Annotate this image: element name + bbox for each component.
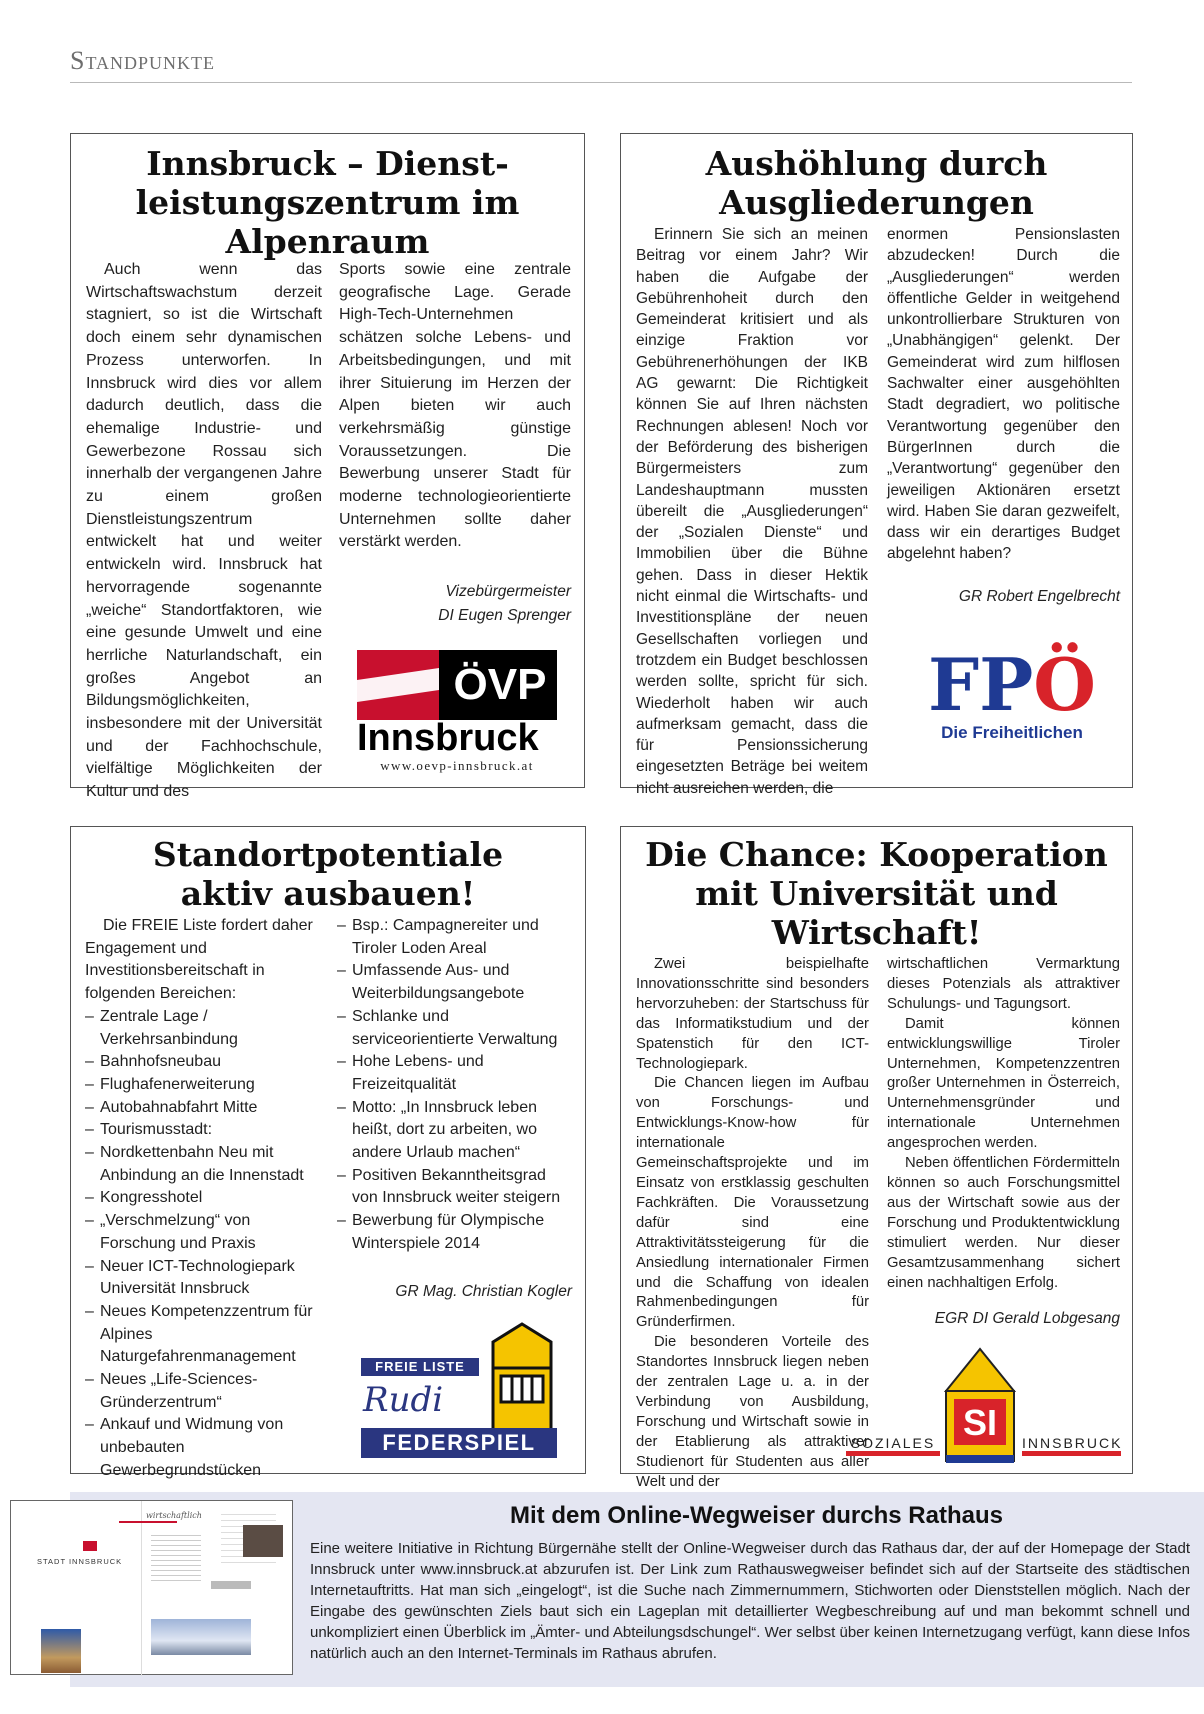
signature-name: DI Eugen Sprenger (438, 607, 571, 625)
list-item: – Hohe Lebens- und Freizeitqualität (337, 1051, 572, 1096)
list-item: – Tourismusstadt: (85, 1119, 321, 1142)
fpoe-letters: FP (928, 642, 1034, 727)
freie-liste-logo (361, 1322, 561, 1460)
title-line: Ausgliederungen (719, 183, 1034, 222)
oevp-url: www.oevp-innsbruck.at (380, 758, 534, 773)
title-line: Wirtschaft! (771, 913, 982, 952)
title-line: Standortpotentiale (152, 835, 504, 874)
list-item: – Neuer ICT-Technologiepark Universität Innsbruck (85, 1256, 321, 1301)
article-text: Auch wenn das Wirtschaftswachstum derzeit stagniert, so ist die Wirtschaft doch einem sehr dynamischen Prozess unterworfen. In Innsbruck wird dies vor allem dadurch deutlich, dass die ehemalige Industrie- und Gewerbezone Rossau sich innerhalb der vergangenen Jahre zu einem großen Dienstleistungszentrum entwickelt hat und weiter entwickeln wird. Innsbruck hat hervorragende sogenannte „weiche“ Standortfaktoren, wie eine gesunde Umwelt und eine herrliche Naturlandschaft, ein großes Angebot an Bildungsmöglichkeiten, insbesondere mit der Universität und der Fachhochschule, vielfältige Möglichkeiten der Kultur und des (86, 261, 322, 801)
article-column-2 (337, 915, 572, 1304)
signature: GR Mag. Christian Kogler (395, 1282, 572, 1300)
article-column-1 (85, 915, 321, 1483)
list-item: – Bahnhofsneubau (85, 1051, 321, 1074)
oevp-logo (357, 650, 557, 776)
article-text: Sports sowie eine zentrale geografische Lage. Gerade High-Tech-Unternehmen schätzen solche Lebens- und Arbeitsbedingungen, und mit ihrer Situierung im Herzen der Alpen bieten wir auch verkehrsmäßig günstige Voraussetzungen. Die Bewerbung unserer Stadt für moderne technologieorientierte Unternehmen sollte daher verstärkt werden. (339, 261, 571, 551)
city-crest-icon (83, 1541, 97, 1551)
oevp-mark: ÖVP (453, 660, 547, 709)
article-freie-liste (70, 826, 586, 1479)
article-column-2 (887, 955, 1120, 1331)
list-item: – Ankauf und Widmung von unbebauten Gewerbegrundstücken (85, 1414, 321, 1482)
section-header (70, 42, 1132, 83)
list-item: – Positiven Bekanntheitsgrad von Innsbruck weiter steigern (337, 1165, 572, 1210)
article-column-1 (636, 224, 868, 799)
list-item: – Schlanke und serviceorientierte Verwaltung (337, 1006, 572, 1051)
title-line: Alpenraum (225, 222, 430, 261)
article-intro: Die FREIE Liste fordert daher Engagement und Investitionsbereitschaft in folgenden Bereichen: (85, 917, 313, 1003)
list-item: – „Verschmelzung“ von Forschung und Praxis (85, 1210, 321, 1255)
article-column-1 (86, 259, 322, 804)
article-title (621, 835, 1132, 952)
si-left-label: SOZIALES (846, 1435, 940, 1456)
list-item: – Neues Kompetenzzentrum für Alpines Naturgefahrenmanagement (85, 1301, 321, 1369)
article-title (621, 144, 1132, 222)
si-right-label: INNSBRUCK (1022, 1435, 1121, 1456)
article-text: wirtschaftlichen Vermarktung dieses Potenzials als attraktiver Schulungs- und Tagungsort. (887, 956, 1120, 1012)
freie-liste-name: FEDERSPIEL (361, 1428, 557, 1458)
screenshot-photo (243, 1525, 283, 1557)
title-line: mit Universität und (695, 874, 1058, 913)
si-mark: SI (962, 1402, 997, 1443)
screenshot-section-label: wirtschaftlich (146, 1511, 202, 1520)
signature: GR Robert Engelbrecht (958, 587, 1120, 605)
list-item: – Neues „Life-Sciences-Gründerzentrum“ (85, 1369, 321, 1414)
list-item: – Kongresshotel (85, 1187, 321, 1210)
article-text: enormen Pensionslasten abzudecken! Durch die „Ausgliederungen“ werden öffentliche Gelder in weitgehend unkontrollierbare Strukturen von „Unabhängigen“ gelenkt. Der Gemeinderat wird zum hilflosen Sachwalter einer ausgehöhlten Stadt degradiert, wo politische Verantwortung gegenüber den BürgerInnen durch die „Verantwortung“ gegenüber den jeweiligen Aktionären ersetzt wird. Haben Sie daran gezweifelt, dass wir ein derartiges Budget abgelehnt haben? (887, 226, 1120, 563)
online-title: Mit dem Online-Wegweiser durchs Rathaus (510, 1502, 1003, 1529)
title-line: leistungszentrum im (135, 183, 520, 222)
freie-liste-script: Rudi (363, 1380, 444, 1420)
fpoe-letter-o: Ö (1033, 642, 1096, 727)
list-item: – Motto: „In Innsbruck leben heißt, dort zu arbeiten, wo andere Urlaub machen“ (337, 1097, 572, 1165)
article-text: Neben öffentlichen Fördermitteln können so auch Forschungsmittel aus der Wirtschaft sowie aus der Forschung und Produktentwicklung stimuliert werden. Nur dieser Gesamtzusammenhang sichert einen nachhaltigen Erfolg. (887, 1155, 1120, 1291)
article-fpoe (620, 133, 1133, 797)
list-item: – Umfassende Aus- und Weiterbildungsangebote (337, 960, 572, 1005)
article-si (620, 826, 1133, 1490)
oevp-city: Innsbruck (357, 717, 539, 759)
list-item: – Nordkettenbahn Neu mit Anbindung an die Innenstadt (85, 1142, 321, 1187)
article-text: Die besonderen Vorteile des Standortes Innsbruck liegen neben der zentralen Lage u. a. in der Verbindung von Ausbildung, Forschung und Wirtschaft sowie in der Etablierung als attraktiver Studienort für Studenten aus aller Welt und der (636, 1334, 869, 1490)
signature: EGR DI Gerald Lobgesang (934, 1310, 1120, 1328)
list-item: – Zentrale Lage / Verkehrsanbindung (85, 1006, 321, 1051)
list-item: – Autobahnabfahrt Mitte (85, 1097, 321, 1120)
article-text: Damit können entwicklungswillige Tiroler Unternehmen, Kompetenzzentren großer Unternehmen in Österreich, Unternehmensgründer und internationale Unternehmen angesprochen werden. (887, 1015, 1120, 1152)
demand-list (85, 1006, 321, 1483)
si-logo (846, 1347, 1121, 1467)
screenshot-tower-photo (41, 1629, 81, 1673)
screenshot-city-label: STADT INNSBRUCK (37, 1557, 123, 1566)
article-text: Zwei beispielhafte Innovationsschritte sind besonders hervorzuheben: der Startschuss für das Informatikstudium und der Spatenstich für den ICT-Technologiepark. (636, 956, 869, 1072)
article-title (71, 144, 584, 261)
list-item: – Bewerbung für Olympische Winterspiele 2014 (337, 1210, 572, 1255)
demand-list (337, 915, 572, 1256)
signature-role: Vizebürgermeister (445, 583, 571, 601)
online-body: Eine weitere Initiative in Richtung Bürgernähe stellt der Online-Wegweiser durch das Rathaus dar, der auf der Homepage der Stadt Innsbruck unter www.innsbruck.at abzurufen ist. Der Link zum Rathauswegweiser befindet sich auf der Startseite des städtischen Internetauftritts. Hat man sich „eingelogt“, ist die Suche nach Zimmernummern, Stichworten oder Dienststellen möglich. Nach der Eingabe des gewünschten Ziels baut sich ein Lageplan mit detaillierter Wegbeschreibung auf und man bekommt schnell und unkompliziert einen Überblick im „Ämter- und Abteilungsdschungel“. Wer selbst über keinen Internetzugang verfügt, kann diese Infos natürlich auch an den Internet-Terminals im Rathaus abrufen. (310, 1540, 1190, 1662)
house-icon (485, 1322, 559, 1432)
title-line: Die Chance: Kooperation (645, 835, 1108, 874)
article-column-1 (636, 955, 869, 1492)
freie-liste-label: FREIE LISTE (361, 1358, 479, 1376)
article-oevp (70, 133, 585, 801)
website-screenshot (10, 1500, 293, 1675)
article-text: Die Chancen liegen im Aufbau von Forschungs- und Entwicklungs-Know-how für internationale Gemeinschaftsprojekte und im Einsatz von erstklassig geschulten Fachkräften. Die Voraussetzung dafür sind eine Attraktivitätssteigerung für die Ansiedlung internationaler Firmen und die Schaffung von idealen Rahmenbedingungen für Gründerfirmen. (636, 1075, 869, 1331)
title-line: aktiv ausbauen! (180, 874, 476, 913)
list-item: – Flughafenerweiterung (85, 1074, 321, 1097)
section-title: Standpunkte (70, 46, 216, 75)
title-line: Aushöhlung durch (705, 144, 1048, 183)
article-title (71, 835, 585, 913)
article-column-2 (887, 224, 1120, 609)
screenshot-mountain-photo (151, 1619, 251, 1655)
fpoe-subtitle: Die Freiheitlichen (941, 723, 1083, 742)
article-column-2 (339, 259, 571, 628)
fpoe-logo (917, 642, 1107, 749)
title-line: Innsbruck – Dienst- (146, 144, 509, 183)
signature (339, 580, 571, 628)
article-text: Erinnern Sie sich an meinen Beitrag vor einem Jahr? Wir haben die Aufgabe der Gebührenhoheit durch den Gemeinderat kritisiert und als einzige Fraktion vor Gebührenerhöhungen der IKB AG gewarnt: Die Richtigkeit können Sie auf Ihren nächsten Rechnungen ablesen! Noch vor der Beförderung des bisherigen Bürgermeisters zum Landeshauptmann mussten übereilt die „Ausgliederungen“ der „Sozialen Dienste“ und Immobilien über die Bühne gehen. Dass in dieser Hektik nicht einmal die Wirtschafts- und Investitionspläne der neuen Gesellschaften vorliegen und trotzdem ein Budget beschlossen werden sollte, spricht für sich. Wiederholt haben wir auch aufmerksam gemacht, dass die für Pensionssicherung eingesetzten Beträge bei weitem nicht ausreichen werden, die (636, 226, 868, 797)
list-item: – Bsp.: Campagnereiter und Tiroler Loden Areal (337, 915, 572, 960)
